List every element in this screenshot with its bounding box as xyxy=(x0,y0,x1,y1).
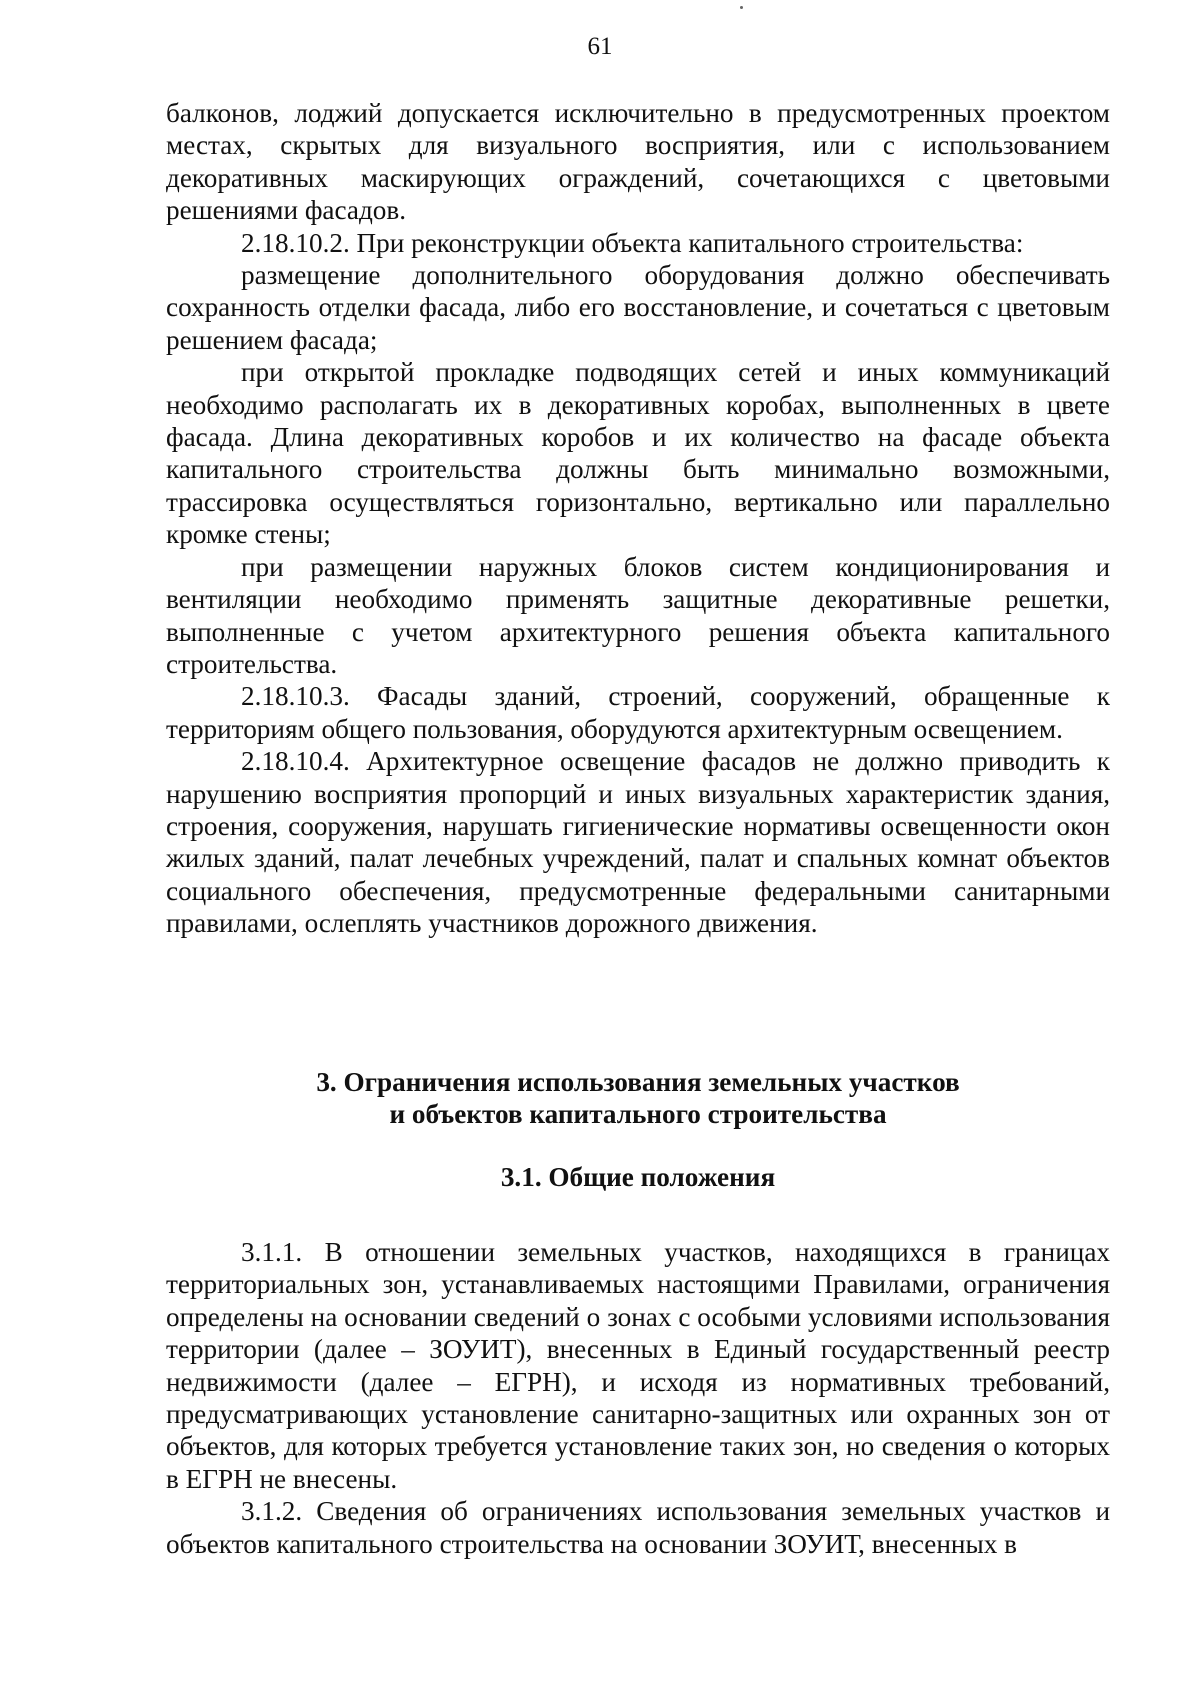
paragraph-3-1-2: 3.1.2. Сведения об ограничениях использования земельных участков и объектов капитального строительства на основании ЗОУИТ, внесенных в xyxy=(166,1496,1110,1559)
subsection-heading: 3.1. Общие положения xyxy=(500,1162,776,1192)
paragraph-2-18-10-4: 2.18.10.4. Архитектурное освещение фасадов не должно приводить к нарушению восприятия пропорций и иных визуальных характеристик здания, строения, сооружения, нарушать гигиенические нормативы освещенности окон жилых зданий, палат лечебных учреждений, палат и спальных комнат объектов социального обеспечения, предусмотренные федеральными санитарными правилами, ослеплять участников дорожного движения. xyxy=(166,746,1110,939)
paragraph-conditioning: при размещении наружных блоков систем кондиционирования и вентиляции необходимо применять защитные декоративные решетки, выполненные с учетом архитектурного решения объекта капитального строительства. xyxy=(166,551,1110,679)
section-heading-line-1: 3. Ограничения использования земельных участков xyxy=(316,1067,960,1097)
paragraph-2-18-10-3: 2.18.10.3. Фасады зданий, строений, сооружений, обращенные к территориям общего пользования, оборудуются архитектурным освещением. xyxy=(166,681,1110,744)
body-text-block-bottom xyxy=(166,1236,1110,1560)
section-heading xyxy=(166,1066,1110,1131)
scan-speck xyxy=(740,6,743,9)
paragraph-continuation: балконов, лоджий допускается исключительно в предусмотренных проектом местах, скрытых для визуального восприятия, или с использованием декоративных маскирующих ограждений, сочетающихся с цветовыми решениями фасадов. xyxy=(166,98,1110,226)
section-heading-line-2: и объектов капитального строительства xyxy=(389,1099,887,1130)
paragraph-3-1-1: 3.1.1. В отношении земельных участков, находящихся в границах территориальных зон, устанавливаемых настоящими Правилами, ограничения определены на основании сведений о зонах с особыми условиями использования территории (далее – ЗОУИТ), внесенных в Единый государственный реестр недвижимости (далее – ЕГРН), и исходя из нормативных требований, предусматривающих установление санитарно-защитных или охранных зон от объектов, для которых требуется установление таких зон, но сведения о которых в ЕГРН не внесены. xyxy=(166,1237,1110,1494)
paragraph-networks: при открытой прокладке подводящих сетей и иных коммуникаций необходимо располагать их в декоративных коробах, выполненных в цвете фасада. Длина декоративных коробов и их количество на фасаде объекта капитального строительства должны быть минимально возможными, трассировка осуществляться горизонтально, вертикально или параллельно кромке стены; xyxy=(166,357,1110,550)
paragraph-equipment: размещение дополнительного оборудования должно обеспечивать сохранность отделки фасада, либо его восстановление, и сочетаться с цветовым решением фасада; xyxy=(166,260,1110,355)
paragraph-2-18-10-2: 2.18.10.2. При реконструкции объекта капитального строительства: xyxy=(241,227,1024,258)
page-number: 61 xyxy=(587,33,613,60)
body-text-block-top xyxy=(166,97,1110,940)
